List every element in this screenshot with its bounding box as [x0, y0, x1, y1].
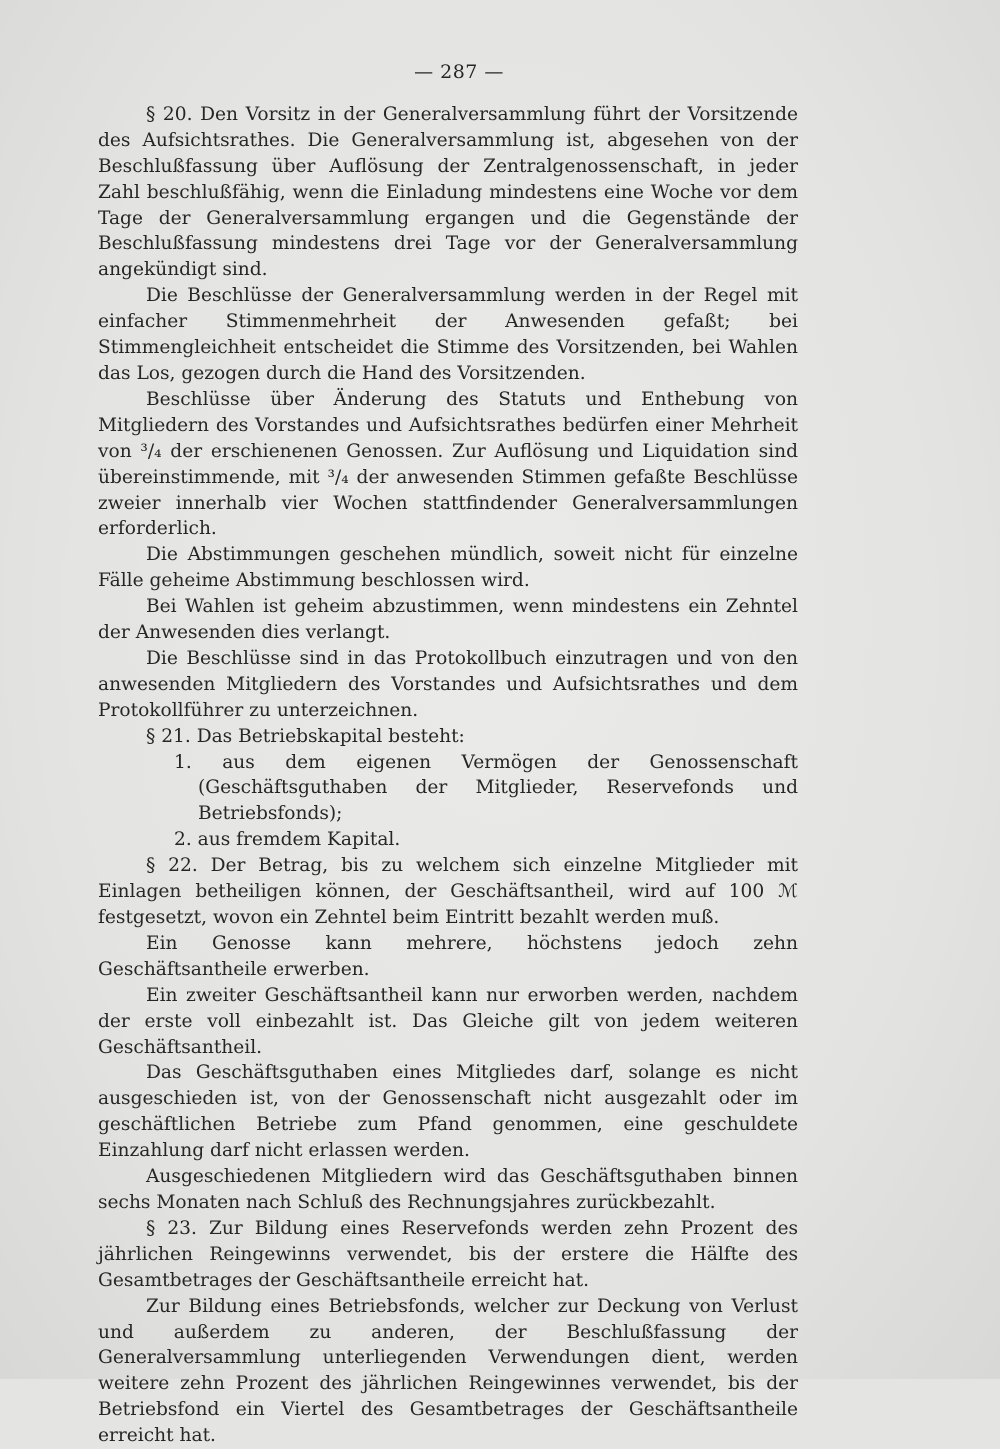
- paragraph-second-share: Ein zweiter Geschäftsantheil kann nur erworben werden, nachdem der erste voll einbezahlt ist. Das Gleiche gilt von jedem weiteren Geschäftsantheil.: [98, 984, 798, 1058]
- paragraph-operating-fund: Zur Bildung eines Betriebsfonds, welcher zur Deckung von Verlust und außerdem zu anderen, der Beschlußfassung der Generalversammlung unterliegenden Verwendungen dient, werden weitere zehn Prozent des jährlichen Reingewinnes verwendet, bis der Betriebsfond ein Viertel des Gesamtbetrages der Geschäftsantheile erreicht hat.: [98, 1295, 798, 1447]
- paragraph-voting-method: Die Abstimmungen geschehen mündlich, soweit nicht für einzelne Fälle geheime Abstimmung beschlossen wird.: [98, 544, 798, 592]
- paragraph-majority-votes: Die Beschlüsse der Generalversammlung werden in der Regel mit einfacher Stimmenmehrheit der Anwesenden gefaßt; bei Stimmengleichheit entscheidet die Stimme des Vorsitzenden, bei Wahlen das Los, gezogen durch die Hand des Vorsitzenden.: [98, 285, 798, 384]
- paragraph-max-shares: Ein Genosse kann mehrere, höchstens jedoch zehn Geschäftsantheile erwerben.: [98, 932, 798, 980]
- page-number: — 287 —: [414, 61, 504, 83]
- paragraph-section-20: § 20. Den Vorsitz in der Generalversammlung führt der Vorsitzende des Aufsichtsrathes. Die Generalversammlung ist, abgesehen von der Beschlußfassung über Auflösung der Zentralgenossenschaft, in jeder Zahl beschlußfähig, wenn die Einladung mindestens eine Woche vor dem Tage der Generalversammlung ergangen und die Gegenstände der Beschlußfassung mindestens drei Tage vor der Generalversammlung angekündigt sind.: [98, 103, 798, 281]
- list-item: 1. aus dem eigenen Vermögen der Genossenschaft (Geschäftsguthaben der Mitglieder, Reservefonds und Betriebsfonds);: [174, 751, 798, 825]
- paragraph-section-22: § 22. Der Betrag, bis zu welchem sich einzelne Mitglieder mit Einlagen betheiligen können, der Geschäftsantheil, wird auf 100 ℳ festgesetzt, wovon ein Zehntel beim Eintritt bezahlt werden muß.: [98, 855, 798, 928]
- paragraph-section-23: § 23. Zur Bildung eines Reservefonds werden zehn Prozent des jährlichen Reingewinns verwendet, bis der erstere die Hälfte des Gesamtbetrages der Geschäftsantheile erreicht hat.: [98, 1217, 798, 1291]
- paragraph-section-21: § 21. Das Betriebskapital besteht:: [146, 725, 465, 747]
- paragraph-member-balance: Das Geschäftsguthaben eines Mitgliedes darf, solange es nicht ausgeschieden ist, von der Genossenschaft nicht ausgezahlt oder im geschäftlichen Betriebe zum Pfand genommen, eine geschuldete Einzahlung darf nicht erlassen werden.: [98, 1062, 798, 1162]
- list-item: 2. aus fremdem Kapital.: [174, 829, 401, 851]
- paragraph-statute-changes: Beschlüsse über Änderung des Statuts und Enthebung von Mitgliedern des Vorstandes und Aufsichtsrathes bedürfen einer Mehrheit von ³/₄ der erschienenen Genossen. Zur Auflösung und Liquidation sind übereinstimmende, mit ³/₄ der anwesenden Stimmen gefaßte Beschlüsse zweier innerhalb vier Wochen stattfindender Generalversammlungen erforderlich.: [98, 388, 798, 540]
- capital-sources-list: [98, 750, 798, 854]
- page-text: [98, 60, 798, 1449]
- paragraph-repayment: Ausgeschiedenen Mitgliedern wird das Geschäftsguthaben binnen sechs Monaten nach Schluß des Rechnungsjahres zurückbezahlt.: [98, 1166, 798, 1213]
- paragraph-secret-elections: Bei Wahlen ist geheim abzustimmen, wenn mindestens ein Zehntel der Anwesenden dies verlangt.: [98, 596, 798, 644]
- paragraph-protocol-book: Die Beschlüsse sind in das Protokollbuch einzutragen und von den anwesenden Mitgliedern des Vorstandes und Aufsichtsrathes und dem Protokollführer zu unterzeichnen.: [98, 647, 798, 721]
